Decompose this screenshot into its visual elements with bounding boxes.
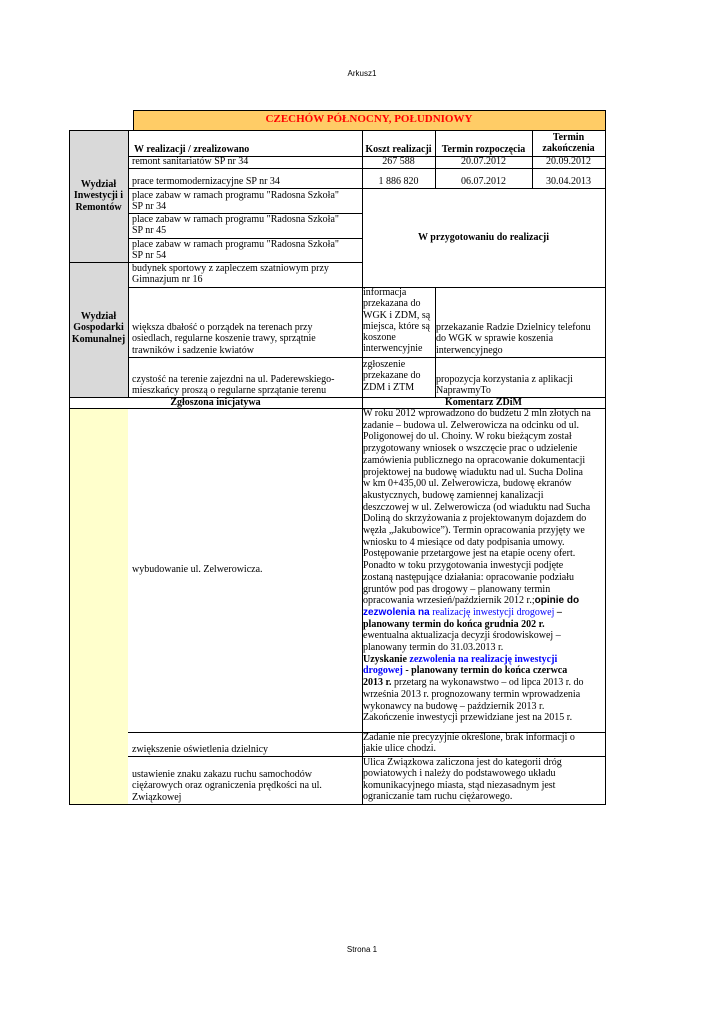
- initiative-row1-task: wybudowanie ul. Zelwerowicza.: [132, 564, 263, 575]
- playground-34: place zabaw w ramach programu "Radosna Szkoła" SP nr 34: [132, 190, 339, 213]
- task-cell: prace termomodernizacyjne SP nr 34: [132, 176, 280, 187]
- dept-gosp-label: Wydział Gospodarki Komunalnej: [71, 311, 126, 345]
- gosp-row2-comment: propozycja korzystania z aplikacji NaprawmyTo: [436, 374, 573, 397]
- start-cell: 06.07.2012: [461, 176, 506, 187]
- playground-54: place zabaw w ramach programu "Radosna Szkoła" SP nr 54: [132, 239, 339, 262]
- cost-cell: 267 588: [382, 156, 415, 167]
- grid-line: [133, 130, 606, 131]
- playground-45: place zabaw w ramach programu "Radosna Szkoła" SP nr 45: [132, 214, 339, 237]
- gosp-row2-info: zgłoszenie przekazane do ZDM i ZTM: [363, 359, 421, 393]
- table-row: [128, 176, 606, 188]
- grid-line: [133, 110, 606, 111]
- dept-invest-label: Wydział Inwestycji i Remontów: [73, 179, 124, 213]
- grid-line: [69, 262, 128, 263]
- cost-cell: 1 886 820: [378, 176, 419, 187]
- header-task: W realizacji / zrealizowano: [134, 144, 250, 155]
- start-cell: 20.07.2012: [461, 156, 506, 167]
- initiative-row2-comment: Zadanie nie precyzyjnie określone, brak informacji o jakie ulice chodzi.: [363, 732, 575, 755]
- page-footer: Strona 1: [346, 945, 378, 954]
- gosp-row2-task: czystość na terenie zajezdni na ul. Paderewskiego- mieszkańcy proszą o regularne sprzątanie terenu: [132, 374, 335, 397]
- task-cell: remont sanitariatów SP nr 34: [132, 156, 249, 167]
- gosp-row1-info: informacja przekazana do WGK i ZDM, są miejsca, które są koszone interwencyjnie: [363, 287, 431, 355]
- initiative-bg: [69, 408, 128, 805]
- grid-line: [128, 130, 129, 398]
- sheet-name: Arkusz1: [347, 69, 377, 78]
- initiative-header: Zgłoszona inicjatywa: [170, 398, 261, 408]
- initiative-row2-task: zwiększenie oświetlenia dzielnicy: [132, 744, 269, 755]
- header-start: Termin rozpoczęcia: [441, 144, 526, 155]
- grid-line: [605, 110, 606, 805]
- grid-line: [133, 110, 134, 130]
- gosp-row1-comment: przekazanie Radzie Dzielnicy telefonu do WGK w sprawie koszenia interwencyjnego: [436, 322, 591, 356]
- page-title: CZECHÓW PÓŁNOCNY, POŁUDNIOWY: [265, 113, 473, 126]
- end-cell: 30.04.2013: [546, 176, 591, 187]
- comment-header: Komentarz ZDiM: [445, 398, 522, 408]
- grid-line: [128, 168, 606, 169]
- grid-line: [128, 357, 606, 358]
- end-cell: 20.09.2012: [546, 156, 591, 167]
- header-cost: Koszt realizacji: [365, 144, 432, 155]
- gym-building: budynek sportowy z zapleczem szatniowym przy Gimnazjum nr 16: [132, 263, 329, 286]
- initiative-row1-comment: W roku 2012 wprowadzono do budżetu 2 mln złotych na zadanie – budowa ul. Zelwerowicza na odcinku od ul. Poligonowej do ul. Choiny. W roku bieżącym został przygotowany wniosek o wszczęcie prac o udzielenie zamówienia publicznego na opracowanie dokumentacji projektowej na budowę wiaduktu nad ul. Sucha Dolina w km 0+435,00 ul. Zelwerowicza, budowę ekranów akustycznych, budowę zamiennej kanalizacji deszczowej w ul. Zelwerowicza (od wiaduktu nad Sucha Doliną do skrzyżowania z projektowanym dojazdem do węzła „Jakubowice”). Termin opracowania przyjęty we wniosku to 4 miesiące od daty podpisania umowy. Postępowanie przetargowe jest na etapie oceny ofert. Ponadto w toku przygotowania inwestycji podjęte zostaną następujące działania: opracowanie podziału gruntów pod pas drogowy – planowany termin opracowania wrzesień/październik 2012 r.;opinie do zezwolenia na realizację inwestycji drogowej – planowany termin do końca grudnia 202 r. ewentualna aktualizacja decyzji środowiskowej – planowany termin do 31.03.2013 r. Uzyskanie zezwolenia na realizację inwestycji drogowej - planowany termin do końca czerwca 2013 r. przetarg na wykonawstwo – od lipca 2013 r. do września 2013 r. prognozowany termin wprowadzenia wykonawcy na budowę – październik 2013 r. Zakończenie inwestycji przewidziane jest na 2015 r.: [363, 408, 591, 724]
- table-row: [128, 156, 606, 168]
- header-end: Termin zakończenia: [542, 132, 595, 155]
- in-preparation-label: W przygotowaniu do realizacji: [417, 231, 549, 243]
- grid-line: [69, 804, 606, 805]
- initiative-row3-task: ustawienie znaku zakazu ruchu samochodów ciężarowych oraz ograniczenia prędkości na ul. Związkowej: [132, 769, 322, 803]
- gosp-row1-task: większa dbałość o porządek na terenach przy osiedlach, regularne koszenie trawy, sprzątnie trawników i sadzenie kwiatów: [132, 322, 316, 356]
- initiative-row3-comment: Ulica Związkowa zaliczona jest do kategorii dróg powiatowych i należy do podstawowego układu komunikacyjnego miasta, stąd niezasadnym jest ograniczanie tam ruchu ciężarowego.: [363, 757, 562, 802]
